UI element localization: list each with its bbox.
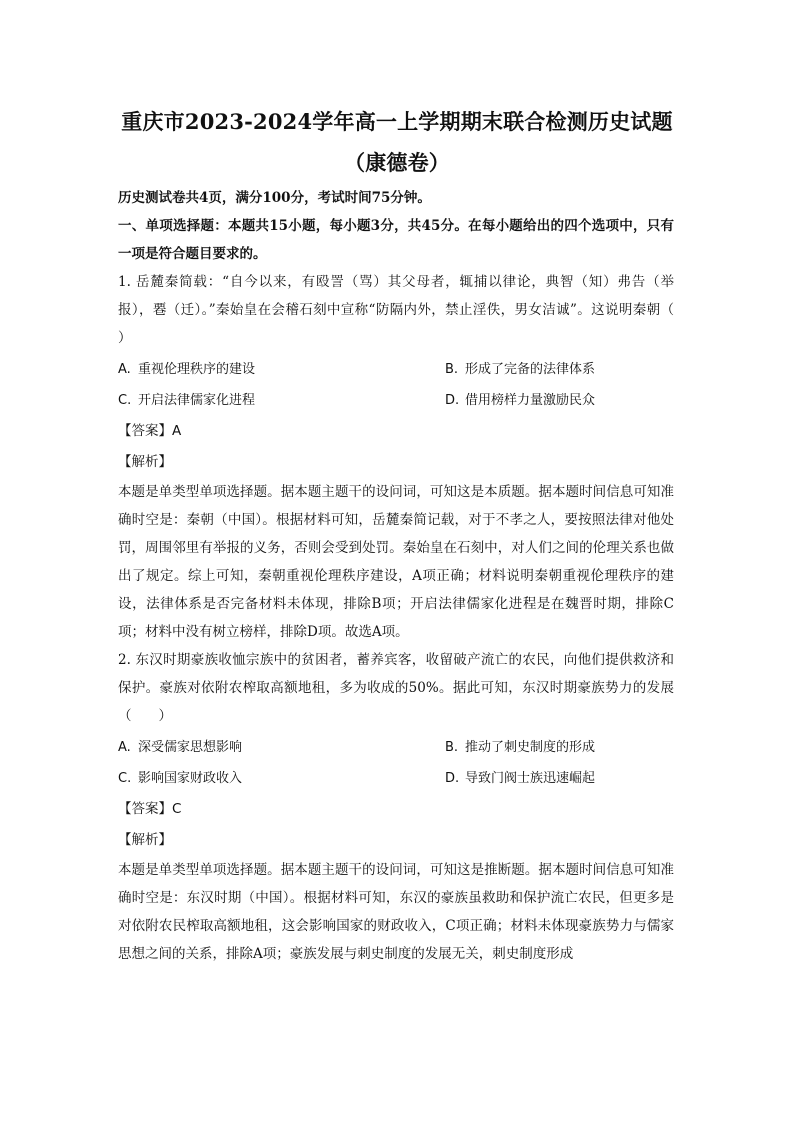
section-header: 一、单项选择题：本题共15小题，每小题3分，共45分。在每小题给出的四个选项中，只有一项是符合题目要求的。 bbox=[118, 218, 674, 262]
option-key: A. bbox=[118, 740, 131, 755]
analysis-label: 【解析】 bbox=[118, 454, 172, 470]
option-key: B. bbox=[445, 740, 459, 755]
option-text: 深受儒家思想影响 bbox=[138, 740, 243, 755]
option-key: C. bbox=[118, 771, 132, 786]
question-stem: 1. 岳麓秦简载：“自今以来，有殴詈（骂）其父母者，辄捕以律论，典智（知）弗告（举报），䙴（迁）。”秦始皇在会稽石刻中宣称“防隔内外，禁止淫佚，男女洁诚”。这说明秦朝（ ） bbox=[118, 274, 701, 346]
analysis-text: 本题是单类型单项选择题。据本题主题干的设问词，可知这是推断题。据本题时间信息可知准确时空是：东汉时期（中国）。根据材料可知，东汉的豪族虽救助和保护流亡农民，但更多是对依附农民榨取高额地租，这会影响国家的财政收入，C项正确；材料未体现豪族势力与儒家思想之间的关系，排除A项；豪族发展与刺史制度的发展无关，刺史制度形成 bbox=[118, 862, 674, 962]
analysis-text: 本题是单类型单项选择题。据本题主题干的设问词，可知这是本质题。据本题时间信息可知准确时空是：秦朝（中国）。根据材料可知，岳麓秦简记载，对于不孝之人，要按照法律对他处罚，周围邻里有举报的义务，否则会受到处罚。秦始皇在石刻中，对人们之间的伦理关系也做出了规定。综上可知，秦朝重视伦理秩序建设，A项正确；材料说明秦朝重视伦理秩序的建设，法律体系是否完备材料未体现，排除B项；开启法律儒家化进程是在魏晋时期，排除C项；材料中没有树立榜样，排除D项。故选A项。 bbox=[118, 484, 674, 640]
option-d bbox=[445, 763, 674, 794]
option-b bbox=[445, 354, 674, 385]
options-grid bbox=[118, 354, 674, 416]
analysis-label: 【解析】 bbox=[118, 832, 172, 848]
option-text: 重视伦理秩序的建设 bbox=[138, 362, 256, 377]
answer-label: 【答案】A bbox=[118, 423, 182, 439]
options-grid bbox=[118, 732, 674, 794]
option-text: 推动了刺史制度的形成 bbox=[465, 740, 596, 755]
answer-label: 【答案】C bbox=[118, 801, 182, 817]
option-b bbox=[445, 732, 674, 763]
option-c bbox=[118, 385, 445, 416]
option-a bbox=[118, 732, 445, 763]
option-key: D. bbox=[445, 771, 460, 786]
document-title: 重庆市2023-2024学年高一上学期期末联合检测历史试题 bbox=[121, 109, 673, 134]
option-c bbox=[118, 763, 445, 794]
option-a bbox=[118, 354, 445, 385]
question-1 bbox=[118, 268, 701, 646]
option-text: 借用榜样力量激励民众 bbox=[465, 393, 596, 408]
option-text: 形成了完备的法律体系 bbox=[465, 362, 596, 377]
option-text: 影响国家财政收入 bbox=[138, 771, 243, 786]
document-subtitle: （康德卷） bbox=[344, 150, 450, 175]
option-key: D. bbox=[445, 393, 460, 408]
question-2 bbox=[118, 646, 674, 968]
option-d bbox=[445, 385, 674, 416]
option-key: B. bbox=[445, 362, 459, 377]
option-key: C. bbox=[118, 393, 132, 408]
document-body bbox=[118, 184, 701, 968]
question-stem: 2. 东汉时期豪族收恤宗族中的贫困者，蓄养宾客，收留破产流亡的农民，向他们提供救济和保护。豪族对依附农榨取高额地租，多为收成的50%。据此可知，东汉时期豪族势力的发展（ ） bbox=[118, 652, 674, 724]
option-text: 导致门阀士族迅速崛起 bbox=[465, 771, 596, 786]
exam-intro: 历史测试卷共4页，满分100分，考试时间75分钟。 bbox=[118, 190, 431, 206]
option-key: A. bbox=[118, 362, 131, 377]
option-text: 开启法律儒家化进程 bbox=[138, 393, 256, 408]
